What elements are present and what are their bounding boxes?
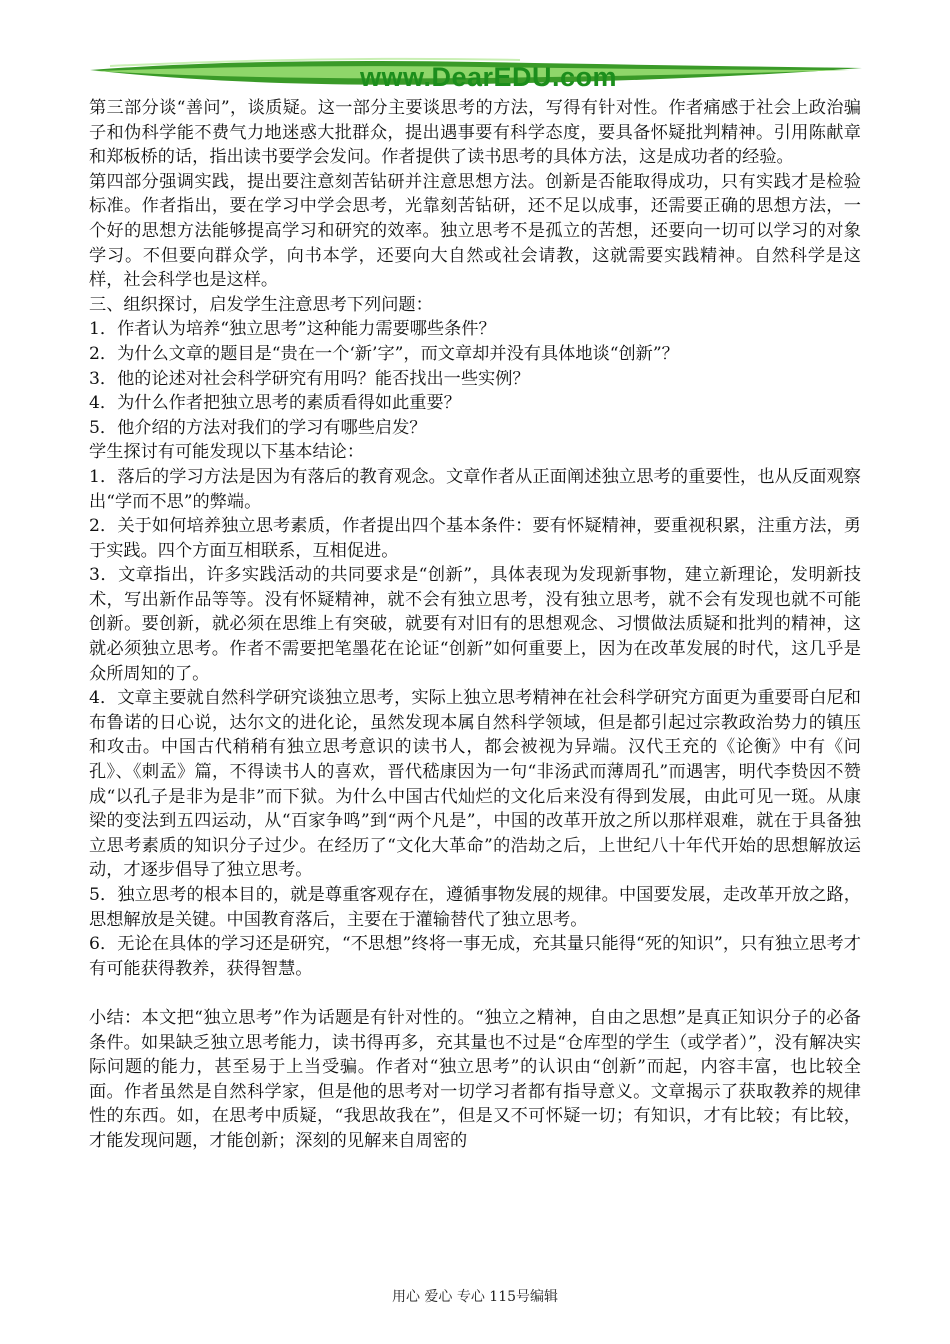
conclusion-intro: 学生探讨有可能发现以下基本结论： [89,442,365,463]
question-item: 2．为什么文章的题目是“贵在一个‘新’字”，而文章却并没有具体地谈“创新”？ [89,343,679,364]
site-header [0,0,950,100]
paragraph: 第三部分谈“善问”，谈质疑。这一部分主要谈思考的方法，写得有针对性。作者痛感于社会上政治骗子和伪科学能不费气力地迷惑大批群众，提出遇事要有科学态度，要具备怀疑批判精神。引用陈献章和郑板桥的话，指出读书要学会发问。作者提供了读书思考的具体方法，这是成功者的经验。 [89,98,861,168]
blank-line [89,981,861,1006]
conclusion-item: 4．文章主要就自然科学研究谈独立思考，实际上独立思考精神在社会科学研究方面更为重要哥白尼和布鲁诺的日心说，达尔文的进化论，虽然发现本属自然科学领域，但是都引起过宗教政治势力的镇压和攻击。中国古代稍稍有独立思考意识的读书人，都会被视为异端。汉代王充的《论衡》中有《问孔》、《刺孟》篇，不得读书人的喜欢，晋代嵇康因为一句“非汤武而薄周孔”而遇害，明代李贽因不赞成“以孔子是非为是非”而下狱。为什么中国古代灿烂的文化后来没有得到发展，由此可见一斑。从康梁的变法到五四运动，从“百家争鸣”到“两个凡是”，中国的改革开放之所以那样艰难，就在于具备独立思考素质的知识分子过少。在经历了“文化大革命”的浩劫之后，上世纪八十年代开始的思想解放运动，才逐步倡导了独立思考。 [89,688,861,881]
document-body [89,96,861,1154]
site-logo-text[interactable]: www.DearEDU.com [360,62,618,92]
conclusion-item: 6．无论在具体的学习还是研究，“不思想”终将一事无成，充其量只能得“死的知识”，只有独立思考才有可能获得教养，获得智慧。 [89,934,861,979]
conclusion-item: 5．独立思考的根本目的，就是尊重客观存在，遵循事物发展的规律。中国要发展，走改革开放之路，思想解放是关键。中国教育落后，主要在于灌输替代了独立思考。 [89,885,861,930]
summary-paragraph: 小结：本文把“独立思考”作为话题是有针对性的。“独立之精神，自由之思想”是真正知识分子的必备条件。如果缺乏独立思考能力，读书得再多，充其量也不过是“仓库型的学生（或学者）”，没有解决实际问题的能力，甚至易于上当受骗。作者对“独立思考”的认识由“创新”而起，内容丰富，也比较全面。作者虽然是自然科学家，但是他的思考对一切学习者都有指导意义。文章揭示了获取教养的规律性的东西。如，在思考中质疑，“我思故我在”，但是又不可怀疑一切；有知识，才有比较；有比较，才能发现问题，才能创新；深刻的见解来自周密的 [89,1007,861,1151]
conclusion-item: 1．落后的学习方法是因为有落后的教育观念。文章作者从正面阐述独立思考的重要性，也从反面观察出“学而不思”的弊端。 [89,466,861,512]
page-footer: 用心 爱心 专心 115号编辑 [391,1289,559,1305]
question-item: 3．他的论述对社会科学研究有用吗？能否找出一些实例？ [89,368,530,389]
question-item: 4．为什么作者把独立思考的素质看得如此重要？ [89,393,461,414]
question-item: 5．他介绍的方法对我们的学习有哪些启发？ [89,417,427,438]
conclusion-item: 2．关于如何培养独立思考素质，作者提出四个基本条件：要有怀疑精神，要重视积累，注重方法，勇于实践。四个方面互相联系，互相促进。 [89,516,861,561]
paragraph: 第四部分强调实践，提出要注意刻苦钻研并注意思想方法。创新是否能取得成功，只有实践才是检验标准。作者指出，要在学习中学会思考，光靠刻苦钻研，还不足以成事，还需要正确的思想方法，一个好的思想方法能够提高学习和研究的效率。独立思考不是孤立的苦想，还要向一切可以学习的对象学习。不但要向群众学，向书本学，还要向大自然或社会请教，这就需要实践精神。自然科学是这样，社会科学也是这样。 [89,171,861,291]
section-heading: 三、组织探讨，启发学生注意思考下列问题： [89,294,433,315]
conclusion-item: 3．文章指出，许多实践活动的共同要求是“创新”，具体表现为发现新事物，建立新理论，发明新技术，写出新作品等等。没有怀疑精神，就不会有独立思考，没有独立思考，就不会有发现也就不可能创新。要创新，就必须在思维上有突破，就要有对旧有的思想观念、习惯做法质疑和批判的精神，这就必须独立思考。作者不需要把笔墨花在论证“创新”如何重要上，因为在改革发展的时代，这几乎是众所周知的了。 [89,565,861,684]
question-item: 1．作者认为培养“独立思考”这种能力需要哪些条件？ [89,319,496,340]
